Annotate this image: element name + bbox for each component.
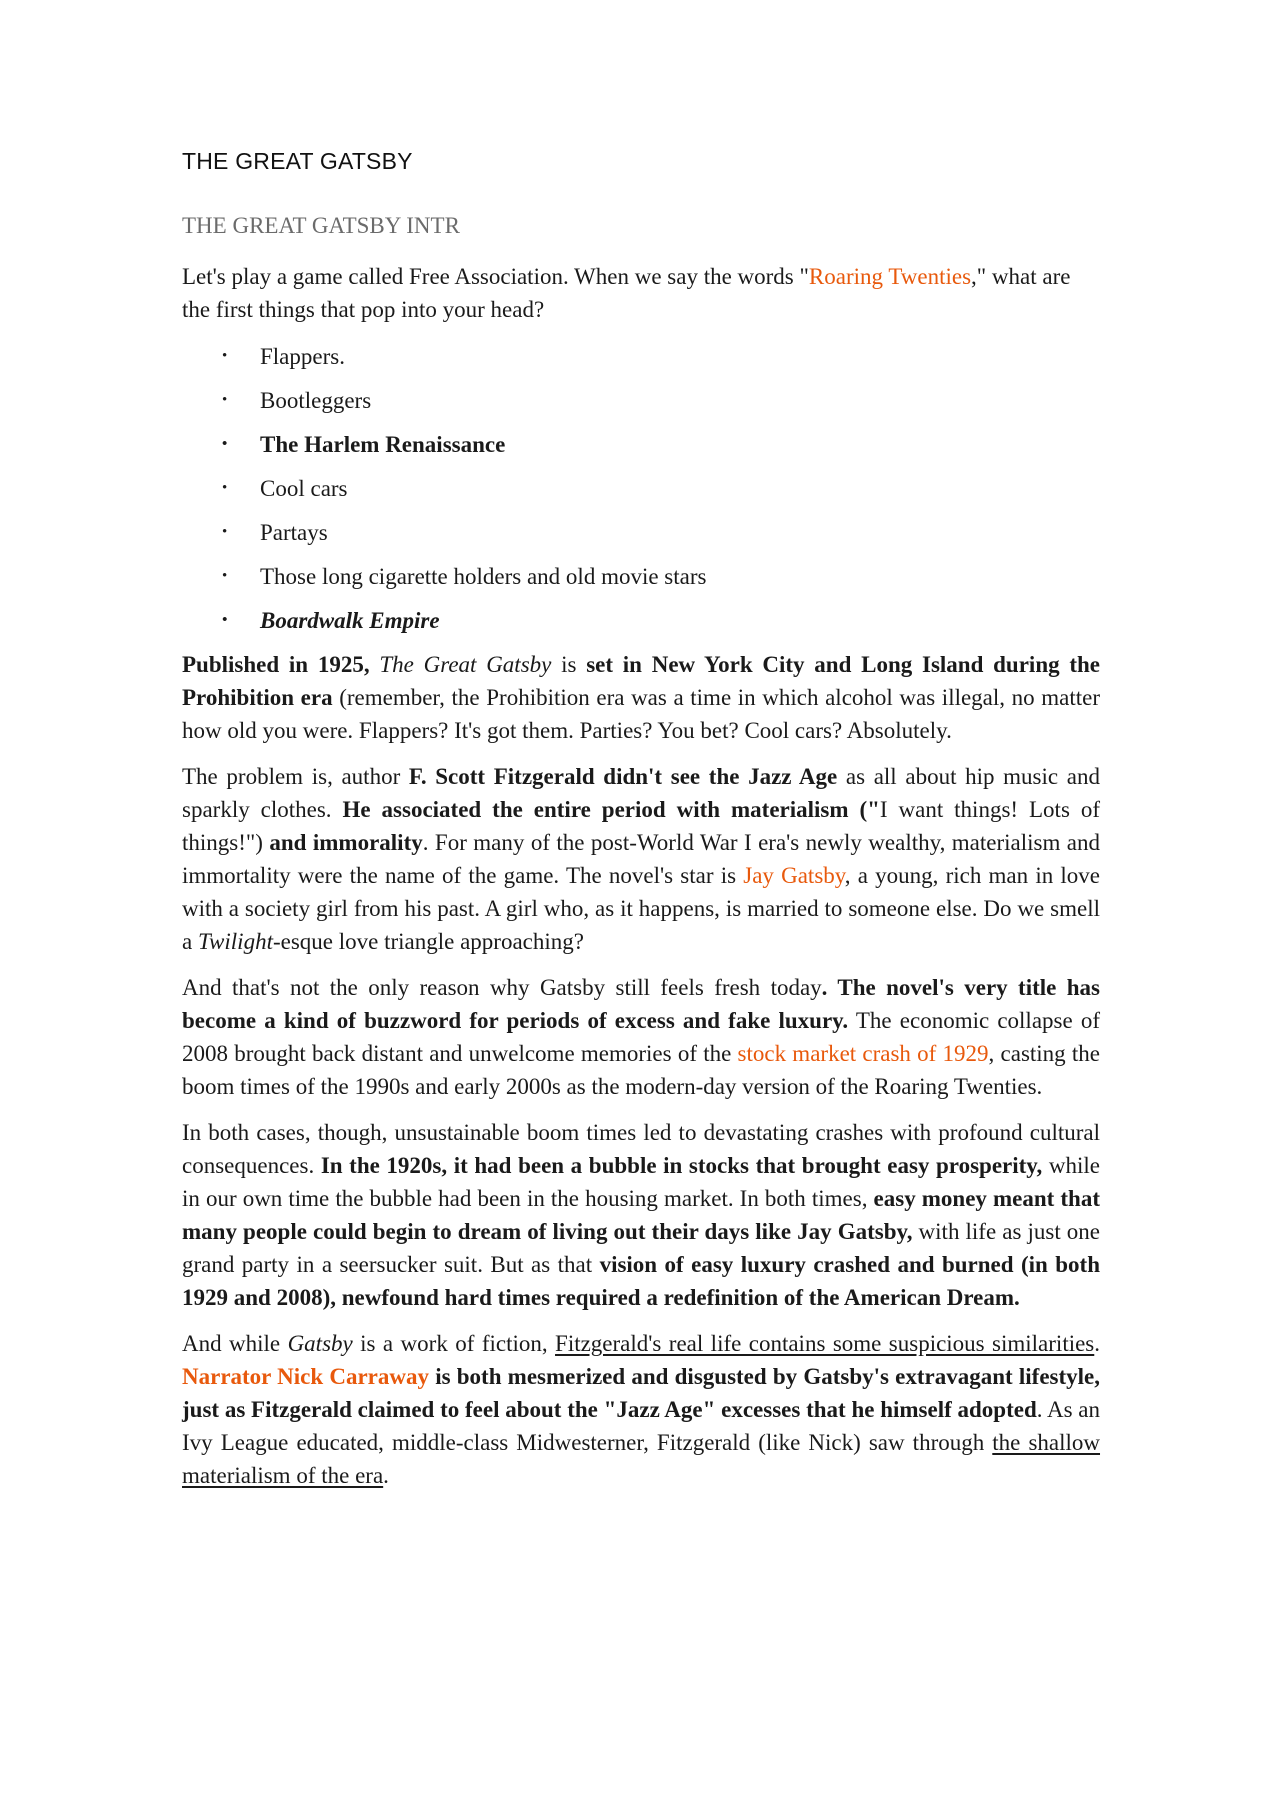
bullet-icon: • [222, 612, 228, 628]
bullet-icon: • [222, 392, 228, 408]
bullet-icon: • [222, 348, 228, 364]
document-title: THE GREAT GATSBY [182, 148, 413, 174]
intro-paragraph [182, 260, 1100, 326]
list-item: • Partays [182, 516, 1100, 549]
jay-gatsby-link[interactable]: Jay Gatsby [743, 863, 845, 888]
paragraph-published: Published in 1925, The Great Gatsby is set in New York City and Long Island during the Prohibition era (remember, the Prohibition era was a time in which alcohol was illegal, no matter how old you were. Flappers? It's got them. Parties? You bet? Cool cars? Absolutely. [182, 652, 1101, 743]
intro-text-2: ," what are the first things that pop into your head? [182, 264, 1071, 322]
list-item: • The Harlem Renaissance [182, 428, 1100, 461]
stock-market-crash-link[interactable]: stock market crash of 1929 [737, 1041, 989, 1066]
list-item: • Flappers. [182, 340, 1100, 373]
bullet-icon: • [222, 480, 228, 496]
list-item: • Cool cars [182, 472, 1100, 505]
list-item: • Bootleggers [182, 384, 1100, 417]
document-page [182, 148, 1100, 1505]
nick-carraway-link[interactable]: Narrator Nick Carraway [182, 1364, 430, 1389]
bullet-icon: • [222, 436, 228, 452]
list-item: • Those long cigarette holders and old movie stars [182, 560, 1100, 593]
list-item: • Boardwalk Empire [182, 604, 1100, 637]
paragraph-fresh-today: And that's not the only reason why Gatsby still feels fresh today. The novel's very title has become a kind of buzzword for periods of excess and fake luxury. The economic collapse of 2008 brought back distant and unwelcome memories of the stock market crash of 1929, casting the boom times of the 1990s and early 2000s as the modern-day version of the Roaring Twenties. [182, 975, 1101, 1099]
bullet-icon: • [222, 568, 228, 584]
similarities-underline: Fitzgerald's real life contains some suspicious similarities [555, 1331, 1095, 1356]
intro-text-1: Let's play a game called Free Association. When we say the words " [182, 264, 809, 289]
bullet-icon: • [222, 524, 228, 540]
roaring-twenties-link[interactable]: Roaring Twenties [808, 264, 972, 289]
free-association-list [182, 340, 1100, 637]
paragraph-both-cases: In both cases, though, unsustainable boom times led to devastating crashes with profound cultural consequences. In the 1920s, it had been a bubble in stocks that brought easy prosperity, while in our own time the bubble had been in the housing market. In both times, easy money meant that many people could begin to dream of living out their days like Jay Gatsby, with life as just one grand party in a seersucker suit. But as that vision of easy luxury crashed and burned (in both 1929 and 2008), newfound hard times required a redefinition of the American Dream. [182, 1120, 1101, 1310]
document-subtitle: THE GREAT GATSBY INTR [182, 213, 460, 238]
paragraph-fiction: And while Gatsby is a work of fiction, Fitzgerald's real life contains some suspicious similarities. Narrator Nick Carraway is both mesmerized and disgusted by Gatsby's extravagant lifestyle, just as Fitzgerald claimed to feel about the "Jazz Age" excesses that he himself adopted. As an Ivy League educated, middle-class Midwesterner, Fitzgerald (like Nick) saw through the shallow materialism of the era. [182, 1331, 1101, 1488]
paragraph-problem: The problem is, author F. Scott Fitzgerald didn't see the Jazz Age as all about hip music and sparkly clothes. He associated the entire period with materialism ("I want things! Lots of things!") and immorality. For many of the post-World War I era's newly wealthy, materialism and immortality were the name of the game. The novel's star is Jay Gatsby, a young, rich man in love with a society girl from his past. A girl who, as it happens, is married to someone else. Do we smell a Twilight-esque love triangle approaching? [182, 764, 1101, 954]
shallow-materialism-underline: the shallow materialism of the era [182, 1430, 1101, 1488]
